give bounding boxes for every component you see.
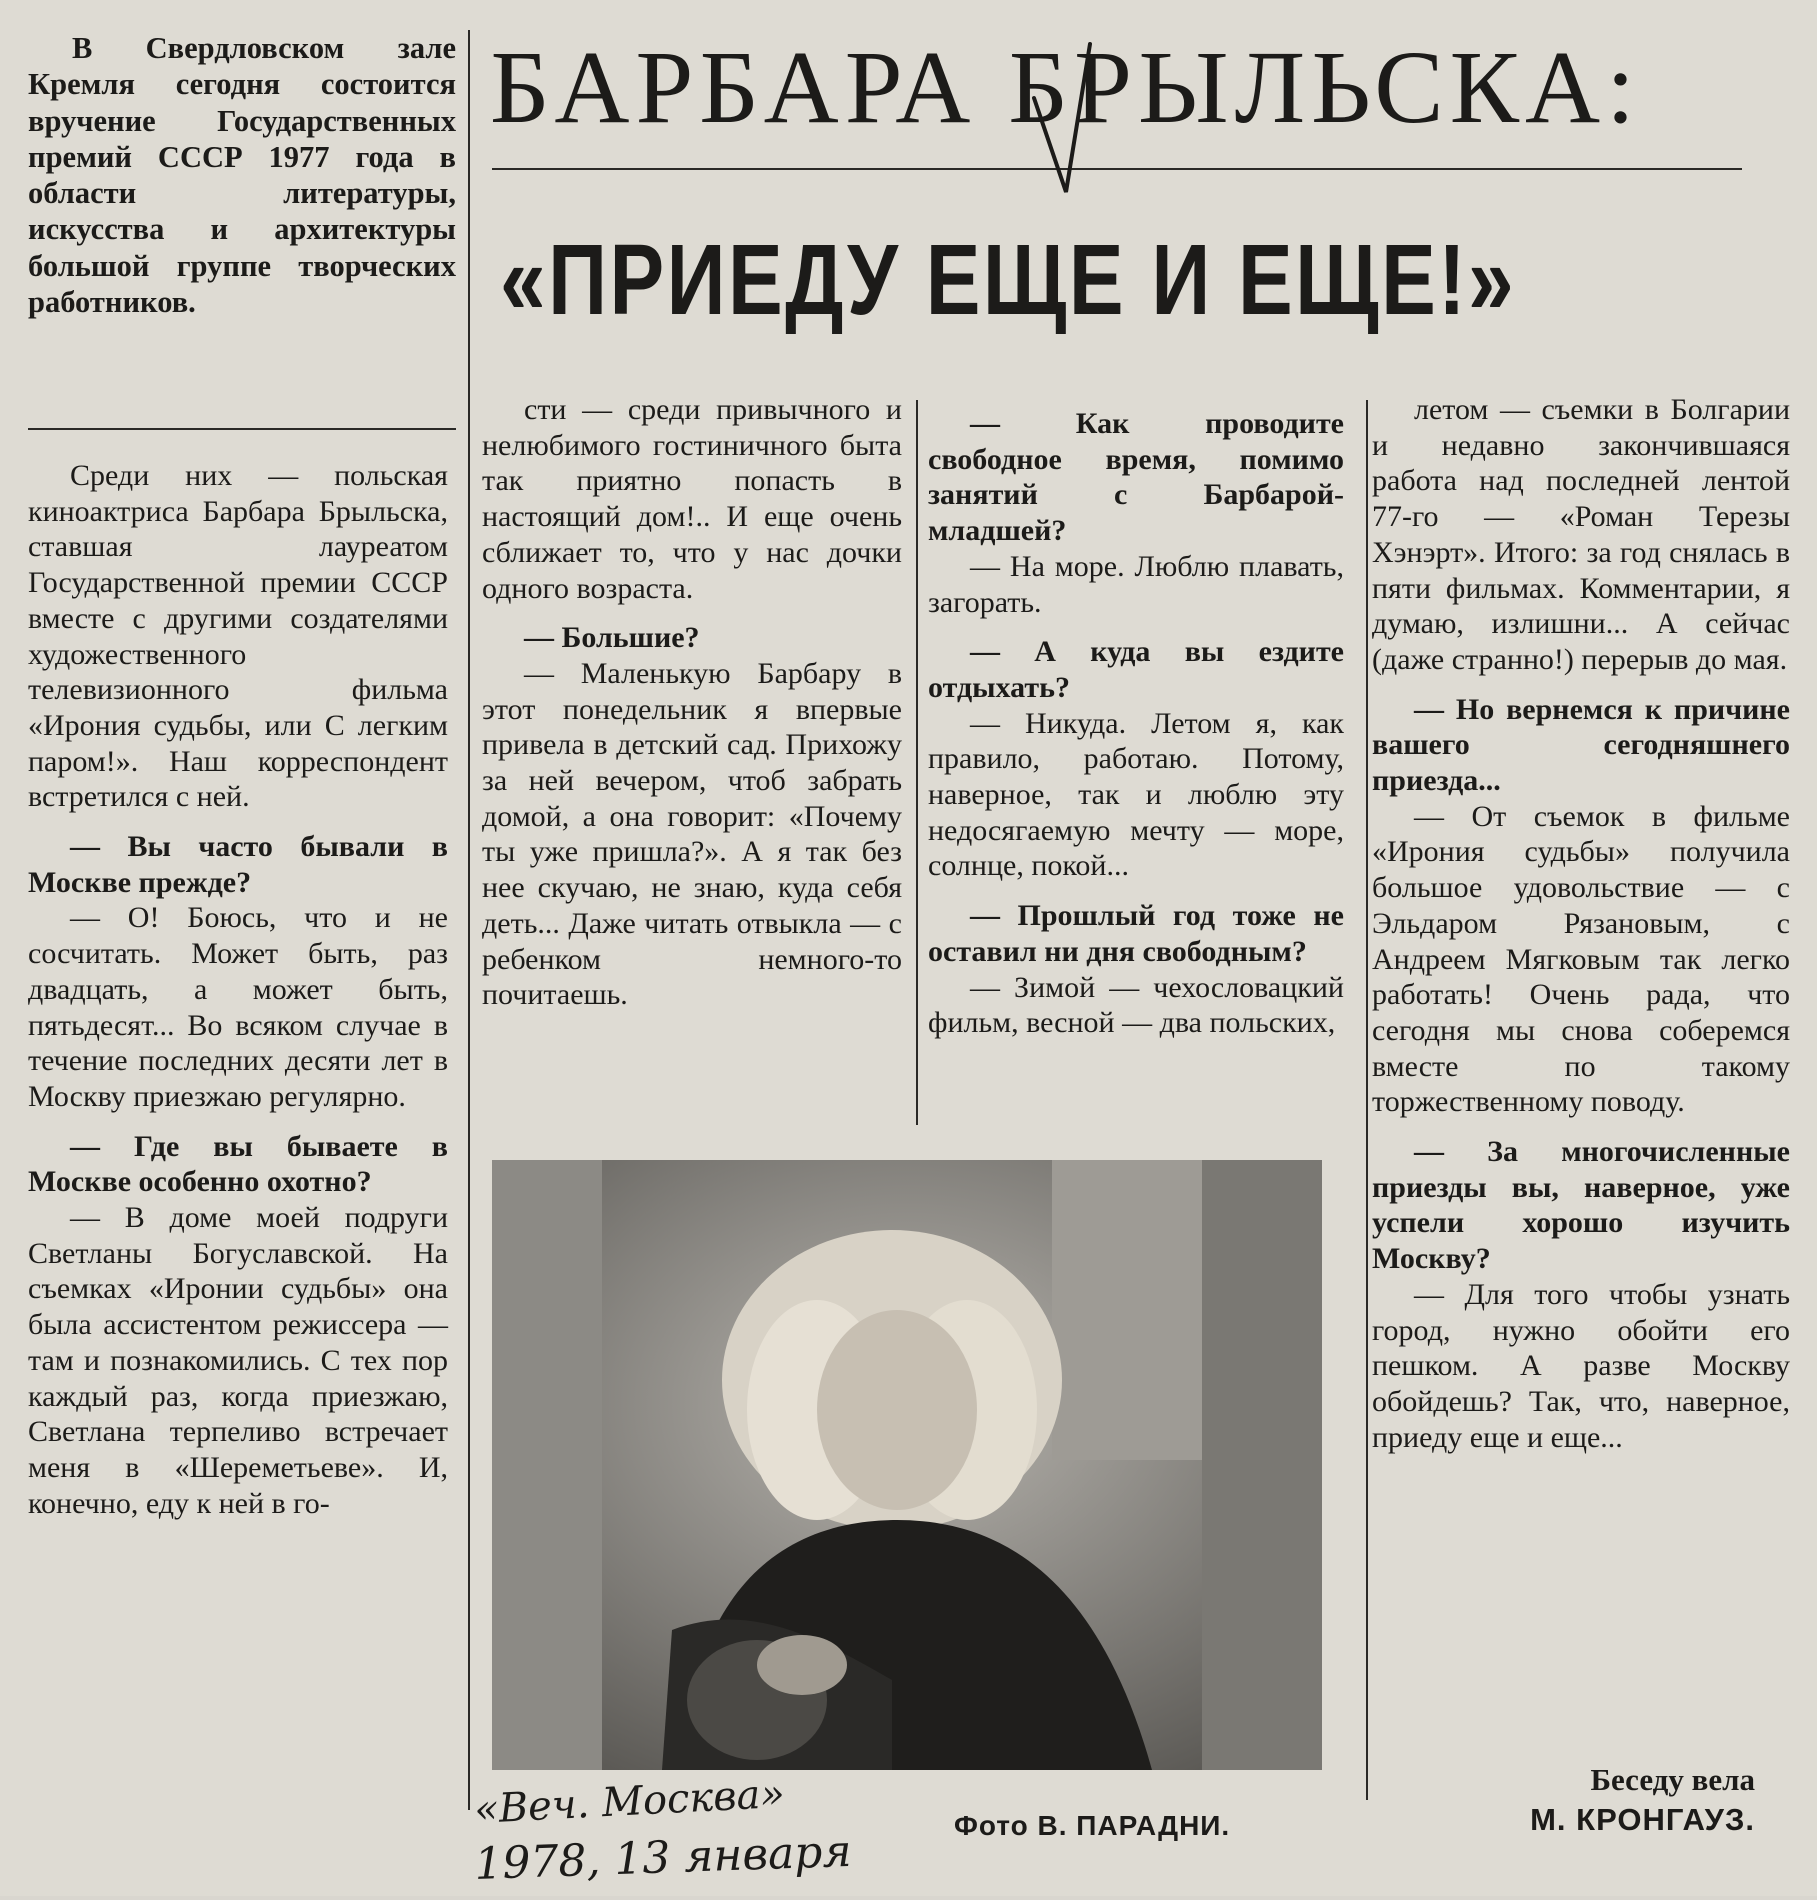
interview-question: — Где вы бываете в Москве особенно охотно? — [28, 1129, 448, 1199]
byline-name: М. КРОНГАУЗ. — [1530, 1802, 1755, 1837]
column-3 — [928, 392, 1344, 1041]
byline-label: Беседу вела — [1590, 1762, 1755, 1797]
interview-answer: — Для того чтобы узнать город, нужно обойти его пешком. А разве Москву обойдешь? Так, что, наверное, приеду еще и еще... — [1372, 1277, 1790, 1454]
interview-question: — Большие? — [524, 621, 700, 655]
handwritten-date: 1978, 13 января — [473, 1825, 853, 1890]
byline — [1455, 1760, 1755, 1840]
interview-question: — Вы часто бывали в Москве прежде? — [28, 830, 448, 899]
headline-name: БАРБАРА БРЫЛЬСКА: — [490, 30, 1642, 145]
lead-paragraph: В Свердловском зале Кремля сегодня состоится вручение Государственных премий СССР 1977 года в области литературы, искусства и архитектуры большой группе творческих работников. — [28, 31, 456, 320]
interview-question: — А куда вы ездите отдыхать? — [928, 635, 1344, 704]
interview-answer: — На море. Люблю плавать, загорать. — [928, 549, 1344, 619]
column-4 — [1372, 392, 1790, 1455]
column-divider — [468, 30, 470, 1810]
headline-rule — [492, 168, 1742, 170]
headline-quote: «ПРИЕДУ ЕЩЕ И ЕЩЕ!» — [500, 224, 1517, 336]
interview-answer: — Маленькую Барбару в этот понедельник я впервые привела в детский сад. Прихожу за ней вечером, чтоб забрать домой, а она говорит: «Почему ты уже пришла?». А я так без нее скучаю, не знаю, куда себя деть... Даже читать отвыкла — с ребенком немного-то почитаешь. — [482, 656, 902, 1012]
column-divider — [1366, 400, 1368, 1800]
lead-divider — [28, 428, 456, 430]
column-1 — [28, 458, 448, 1521]
interview-answer: — О! Боюсь, что и не сосчитать. Может быть, раз двадцать, а может быть, пятьдесят... Во всяком случае в течение последних десяти лет в Москву приезжаю регулярно. — [28, 901, 448, 1113]
photo-caption: Фото В. ПАРАДНИ. — [954, 1810, 1231, 1841]
interview-answer: — Зимой — чехословацкий фильм, весной — два польских, — [928, 970, 1344, 1040]
handwritten-note — [470, 1775, 970, 1895]
portrait-photo — [492, 1160, 1322, 1770]
interview-answer: летом — съемки в Болгарии и недавно закончившаяся работа над последней лентой 77-го — «Роман Терезы Хэнэрт». Итого: за год снялась в пяти фильмах. Комментарии, я думаю, излишни... А сейчас (даже странно!) перерыв до мая. — [1372, 393, 1790, 676]
interview-answer: Среди них — польская киноактриса Барбара Брыльска, ставшая лауреатом Государственной премии СССР вместе с другими создателями художественного телевизионного фильма «Ирония судьбы, или С легким паром!». Наш корреспондент встретился с ней. — [28, 459, 448, 814]
interview-question: — Но вернемся к причине вашего сегодняшнего приезда... — [1372, 692, 1790, 798]
interview-answer: — Никуда. Летом я, как правило, работаю. Потому, наверное, так и люблю эту недосягаемую мечту — море, солнце, покой... — [928, 706, 1344, 883]
handwritten-source: «Веч. Москва» — [473, 1775, 786, 1833]
column-2 — [482, 392, 902, 1013]
interview-question: — Прошлый год тоже не оставил ни дня свободным? — [928, 899, 1344, 968]
interview-question: — Как проводите свободное время, помимо занятий с Барбарой-младшей? — [928, 407, 1344, 548]
interview-question: — За многочисленные приезды вы, наверное, уже успели хорошо изучить Москву? — [1372, 1135, 1790, 1276]
column-divider — [916, 400, 918, 1125]
pen-check-mark — [1030, 40, 1100, 200]
interview-answer: — От съемок в фильме «Ирония судьбы» получила большое удовольствие — с Эльдаром Рязановым, с Андреем Мягковым так легко работать! Очень рада, что сегодня мы снова соберемся вместе по такому торжественному поводу. — [1372, 799, 1790, 1119]
interview-answer: — В доме моей подруги Светланы Богуславской. На съемках «Иронии судьбы» она была ассистентом режиссера — там и познакомились. С тех пор каждый раз, когда приезжаю, Светлана терпеливо встречает меня в «Шереметьеве». И, конечно, еду к ней в го- — [28, 1201, 448, 1520]
interview-answer: сти — среди привычного и нелюбимого гостиничного быта так приятно попасть в настоящий дом!.. И еще очень сближает то, что у нас дочки одного возраста. — [482, 393, 902, 605]
